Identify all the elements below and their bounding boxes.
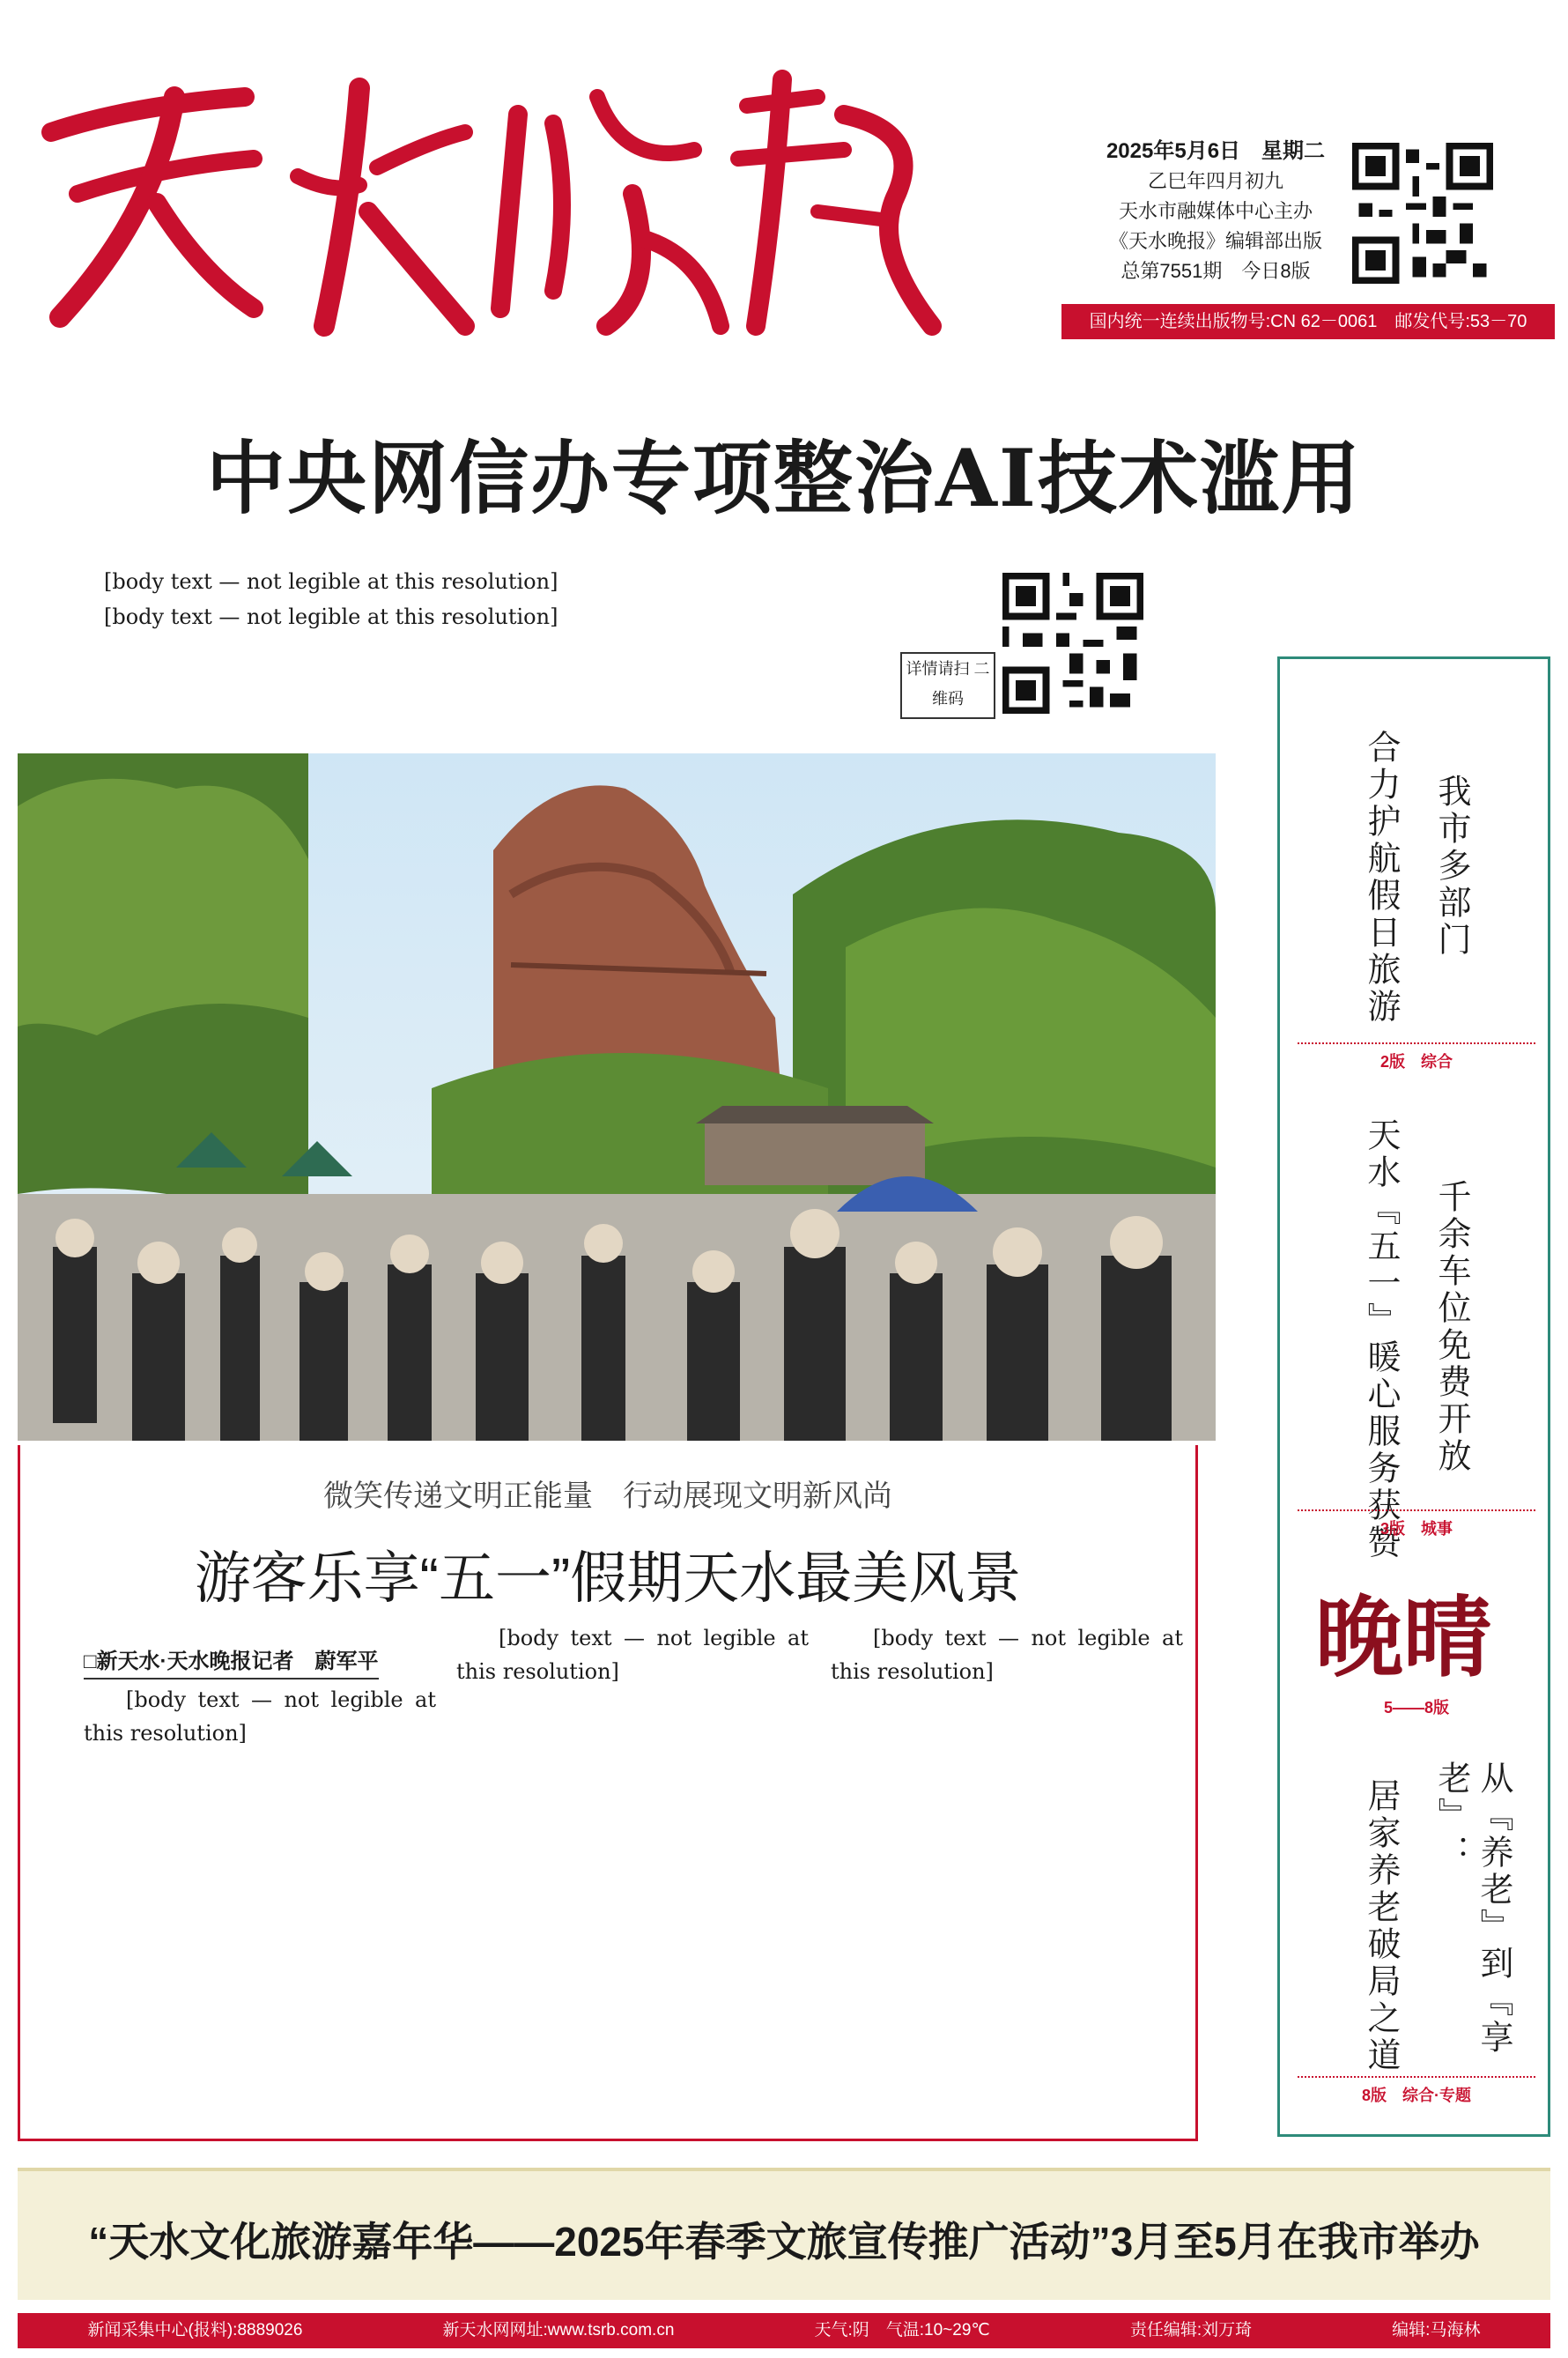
lead-article xyxy=(62,564,890,634)
scan-hint: 详情请扫 二维码 xyxy=(900,652,995,719)
story-column xyxy=(831,1621,1183,1688)
sidebar-headline[interactable]: 我市多部门 xyxy=(1432,774,1469,959)
qr-code-icon[interactable] xyxy=(1002,573,1143,714)
wanqing-logo xyxy=(1306,1580,1535,1686)
lunar-date: 乙巳年四月初九 xyxy=(1147,170,1283,192)
sidebar-page-ref[interactable]: 8版 综合·专题 xyxy=(1298,2076,1535,2106)
publisher-line: 天水市融媒体中心主办 xyxy=(1118,200,1313,222)
wanqing-title: 晚晴 xyxy=(1315,1585,1491,1686)
lead-paragraph: [body text — not legible at this resolution] xyxy=(104,569,558,594)
footer-website[interactable]: 新天水网网址:www.tsrb.com.cn xyxy=(442,2321,675,2339)
story-column xyxy=(456,1621,809,1688)
story-paragraph: [body text — not legible at this resolution] xyxy=(456,1626,809,1684)
feature-story xyxy=(18,1445,1198,2141)
footer-weather: 天气:阴 气温:10~29℃ xyxy=(814,2321,990,2339)
sidebar-headline[interactable]: 千余车位免费开放 xyxy=(1432,1179,1469,1475)
footer-hotline: 新闻采集中心(报料):8889026 xyxy=(87,2321,303,2339)
story-paragraph: [body text — not legible at this resolution] xyxy=(831,1626,1183,1684)
sidebar-headline[interactable]: 天水『五一』暖心服务获赞 xyxy=(1362,1117,1399,1561)
sidebar-page-ref[interactable]: 2版 综合 xyxy=(1298,1042,1535,1072)
story-column xyxy=(84,1683,436,1750)
banner-text[interactable]: “天水文化旅游嘉年华——2025年春季文旅宣传推广活动”3月至5月在我市举办 xyxy=(88,2219,1480,2265)
story-paragraph: [body text — not legible at this resolution] xyxy=(84,1687,436,1746)
sidebar-page-ref[interactable]: 5——8版 xyxy=(1383,1699,1450,1717)
sidebar-headline[interactable]: 从『养老』到『享老』： xyxy=(1432,1761,1512,2057)
main-headline[interactable]: 中央网信办专项整治AI技术滥用 xyxy=(206,432,1362,525)
lead-paragraph: [body text — not legible at this resolution] xyxy=(104,604,558,629)
sidebar-page-ref[interactable]: 3版 城事 xyxy=(1298,1509,1535,1539)
sidebar-index xyxy=(1277,656,1550,2137)
editor-line: 《天水晚报》编辑部出版 xyxy=(1108,230,1322,252)
story-headline[interactable]: 游客乐享“五一”假期天水最美风景 xyxy=(194,1546,1022,1610)
registration-bar: 国内统一连续出版物号:CN 62－0061 邮发代号:53－70 xyxy=(1061,304,1555,339)
sidebar-headline[interactable]: 合力护航假日旅游 xyxy=(1362,730,1399,1026)
masthead-logo xyxy=(25,62,950,352)
story-kicker: 微笑传递文明正能量 行动展现文明新风尚 xyxy=(323,1479,892,1513)
issue-info xyxy=(1101,137,1330,286)
issue-number: 总第7551期 今日8版 xyxy=(1121,260,1311,282)
qr-code-icon[interactable] xyxy=(1352,143,1493,284)
footer-editor: 责任编辑:刘万琦 xyxy=(1129,2321,1253,2339)
news-photo xyxy=(18,753,1216,1441)
footer-bar xyxy=(18,2313,1550,2348)
footer-designer: 编辑:马海林 xyxy=(1392,2321,1481,2339)
issue-date: 2025年5月6日 星期二 xyxy=(1106,139,1326,163)
sidebar-headline[interactable]: 居家养老破局之道 xyxy=(1362,1778,1399,2074)
promo-banner xyxy=(18,2168,1550,2300)
story-byline: □新天水·天水晚报记者 蔚军平 xyxy=(84,1643,379,1680)
